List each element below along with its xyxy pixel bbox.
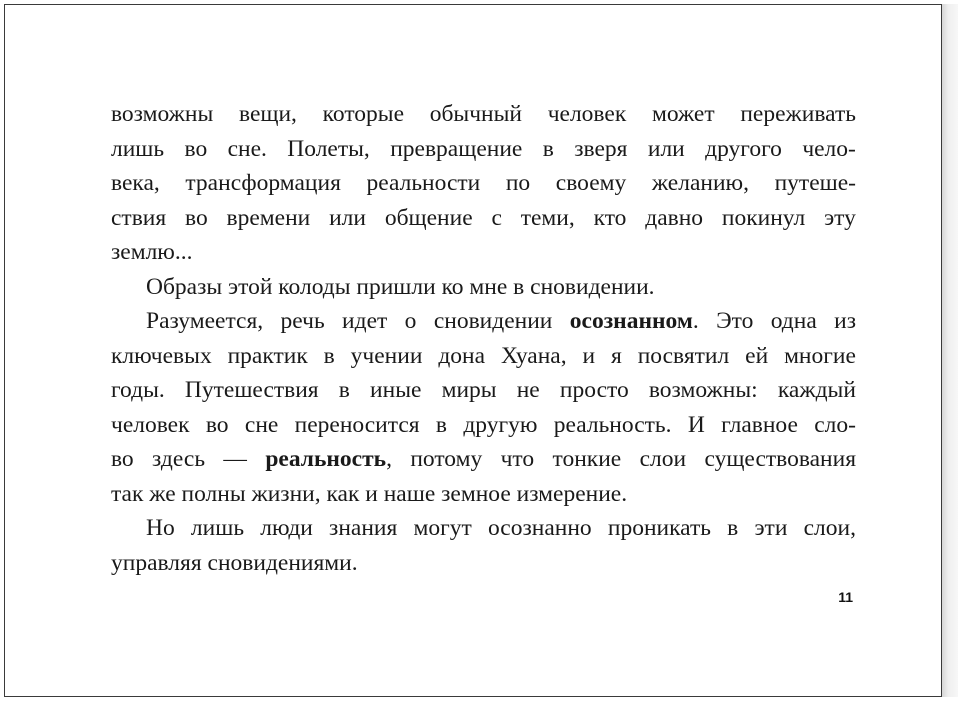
word: Полеты, <box>287 135 370 162</box>
word: путеше- <box>774 170 856 196</box>
word: другую <box>463 411 538 438</box>
text-line <box>111 442 856 477</box>
text-line <box>111 408 856 443</box>
word: лишь <box>111 135 165 162</box>
word: люди <box>260 515 313 541</box>
word: теми, <box>520 204 575 231</box>
word: может <box>651 101 715 127</box>
word: Путешествия <box>184 377 319 403</box>
word: сло- <box>814 411 856 438</box>
word: обычный <box>429 101 522 127</box>
word: по <box>505 170 531 196</box>
text-line <box>111 373 856 408</box>
word: практик <box>227 342 308 369</box>
text-line <box>111 201 856 236</box>
word: в <box>338 377 350 403</box>
page-edge-shadow <box>942 4 958 697</box>
word: ствия <box>111 204 167 231</box>
word: сне. <box>227 135 267 162</box>
word: переносится <box>294 411 420 438</box>
word: годы. <box>111 377 165 403</box>
text-fragment: во здесь — <box>111 446 247 472</box>
word: просто <box>559 377 629 403</box>
word: переживать <box>740 101 856 127</box>
word: в <box>323 342 335 369</box>
word: в <box>435 411 447 438</box>
word: эту <box>824 204 856 231</box>
word: реальности <box>366 170 481 196</box>
word: главное <box>721 411 798 438</box>
word: иные <box>370 377 422 403</box>
text-fragment: , потому что тонкие слои существования <box>386 446 857 472</box>
bold-emphasis: осознанном <box>569 308 693 334</box>
book-page <box>4 4 942 697</box>
word: возможны <box>111 101 214 127</box>
word: проникать <box>607 515 711 541</box>
text-line <box>111 477 856 512</box>
word: века, <box>111 170 160 196</box>
word: зверя <box>574 135 628 162</box>
text-line <box>111 546 856 581</box>
text-fragment <box>146 304 856 339</box>
text-fragment: . Это одна из <box>692 308 857 334</box>
word: знания <box>329 515 398 541</box>
word: во <box>184 135 208 162</box>
word: возможны: <box>648 377 758 403</box>
word: И <box>687 411 705 438</box>
word: которые <box>322 101 404 127</box>
page-number: 11 <box>838 589 853 605</box>
word: желанию, <box>651 170 749 196</box>
word: другого <box>705 135 782 162</box>
word: учении <box>350 342 423 369</box>
text-fragment: Образы этой колоды пришли ко мне в сновидении. <box>146 273 655 300</box>
word: с <box>491 204 502 231</box>
word: трансформация <box>185 170 341 196</box>
word: покинул <box>721 204 806 231</box>
word: кто <box>593 204 627 231</box>
text-line <box>111 132 856 167</box>
word: ей <box>745 342 769 369</box>
text-line <box>111 304 856 339</box>
word: времени <box>226 204 311 231</box>
word: во <box>185 204 208 231</box>
word: реальность. <box>553 411 672 438</box>
word: каждый <box>777 377 856 403</box>
text-line <box>111 511 856 546</box>
text-fragment: управляя сновидениями. <box>111 549 358 576</box>
word: осознанно <box>487 515 592 541</box>
word: давно <box>645 204 704 231</box>
word: в <box>727 515 739 541</box>
word: человек <box>547 101 627 127</box>
word: или <box>329 204 366 231</box>
word: чело- <box>802 135 856 162</box>
word: в <box>542 135 554 162</box>
text-fragment: так же полны жизни, как и наше земное измерение. <box>111 480 628 507</box>
word: ключевых <box>111 342 212 369</box>
text-line <box>111 235 856 270</box>
text-line <box>111 166 856 201</box>
bold-emphasis: реальность <box>265 446 387 472</box>
text-line <box>111 97 856 132</box>
word: я <box>611 342 622 369</box>
word: или <box>647 135 685 162</box>
word: превращение <box>390 135 523 162</box>
word: сне <box>244 411 279 438</box>
word: слои, <box>803 515 856 541</box>
text-line <box>111 339 856 374</box>
word: лишь <box>190 515 245 541</box>
word: и <box>582 342 596 369</box>
word: посвятил <box>637 342 730 369</box>
page-body-text <box>111 97 856 580</box>
word: своему <box>555 170 627 196</box>
text-fragment: землю... <box>111 239 193 265</box>
word: могут <box>413 515 472 541</box>
text-fragment: Разумеется, речь идет о сновидении <box>146 308 553 334</box>
word: человек <box>111 411 190 438</box>
word: Но <box>146 515 175 541</box>
word: эти <box>754 515 788 541</box>
word: во <box>205 411 229 438</box>
word: не <box>516 377 540 403</box>
word: дона <box>438 342 486 369</box>
word: миры <box>441 377 497 403</box>
word: общение <box>384 204 473 231</box>
text-fragment <box>111 442 856 477</box>
word: Хуана, <box>500 342 567 369</box>
word: вещи, <box>239 101 297 127</box>
text-line <box>111 270 856 305</box>
word: многие <box>784 342 856 369</box>
